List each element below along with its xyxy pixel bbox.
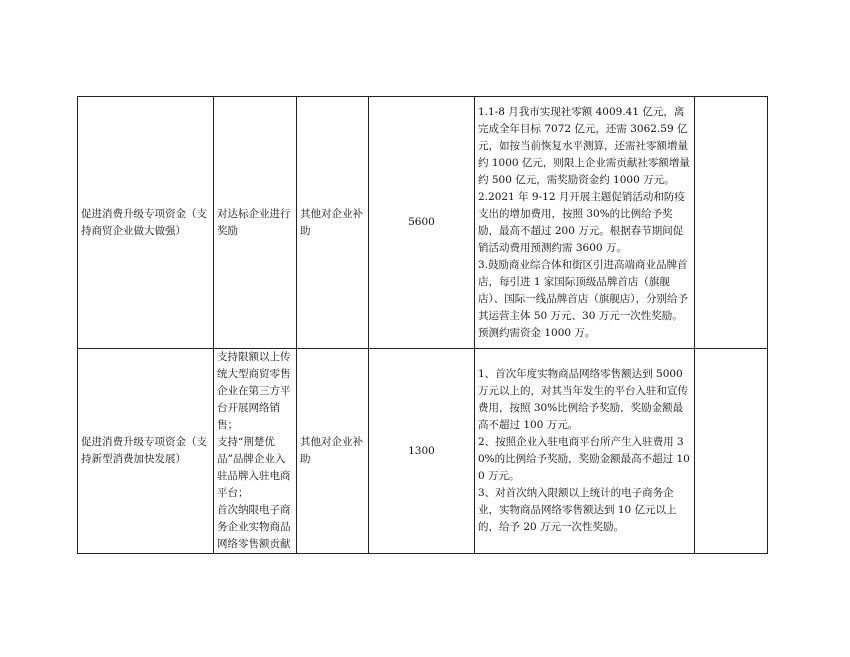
basis-item: 1、首次年度实物商品网络零售额达到 5000 万元以上的，对其当年发生的平台入驻和宣传费用，按照 30%比例给予奖励，奖励金额最高不超过 100 万元。: [478, 368, 688, 431]
basis-item: 3.鼓励商业综合体和街区引进高端商业品牌首店，每引进 1 家国际顶级品牌首店（旗舰店）、国际一线品牌首店（旗舰店），分别给予其运营主体 50 万元、30 万元一次性奖励。预测约需资金 1000 万。: [478, 258, 688, 339]
expense-category-cell: 其他对企业补助: [297, 349, 369, 554]
budget-table: [77, 96, 768, 554]
basis-item: 2.2021 年 9-12 月开展主题促销活动和防疫支出的增加费用，按照 30%的比例给予奖励，最高不超过 200 万元。根据春节期间促销活动费用预测约需 3600 万。: [478, 190, 685, 254]
basis-item: 3、对首次纳入限额以上统计的电子商务企业，实物商品网络零售额达到 10 亿元以上的，给予 20 万元一次性奖励。: [478, 487, 677, 533]
table-row: [78, 349, 768, 554]
support-item: 支持“荆楚优品”品牌企业入驻品牌入驻电商平台；: [217, 436, 291, 499]
amount-cell: 1300: [369, 349, 475, 554]
calculation-basis-cell: [475, 349, 695, 554]
project-name-cell: 促进消费升级专项资金（支持商贸企业做大做强）: [78, 97, 214, 349]
amount-cell: 5600: [369, 97, 475, 349]
calculation-basis-cell: [475, 97, 695, 349]
expense-category-cell: 其他对企业补助: [297, 97, 369, 349]
support-content-cell: [214, 349, 297, 554]
remarks-cell: [695, 97, 768, 349]
support-content-cell: 对达标企业进行奖励: [214, 97, 297, 349]
basis-item: 1.1-8 月我市实现社零额 4009.41 亿元，离完成全年目标 7072 亿元，还需 3062.59 亿元，如按当前恢复水平测算，还需社零额增量约 1000 亿元，则限上企业需贡献社零额增量约 500 亿元，需奖励资金约 1000 万元。: [478, 105, 690, 186]
support-item: 支持限额以上传统大型商贸零售企业在第三方平台开展网络销售；: [217, 351, 291, 431]
support-item: 首次纳限电子商务企业实物商品网络零售额贡献: [217, 504, 291, 550]
remarks-cell: [695, 349, 768, 554]
basis-item: 2、按照企业入驻电商平台所产生入驻费用 30%的比例给予奖励，奖励金额最高不超过 100 万元。: [478, 436, 690, 482]
table-row: [78, 97, 768, 349]
project-name-cell: 促进消费升级专项资金（支持新型消费加快发展）: [78, 349, 214, 554]
